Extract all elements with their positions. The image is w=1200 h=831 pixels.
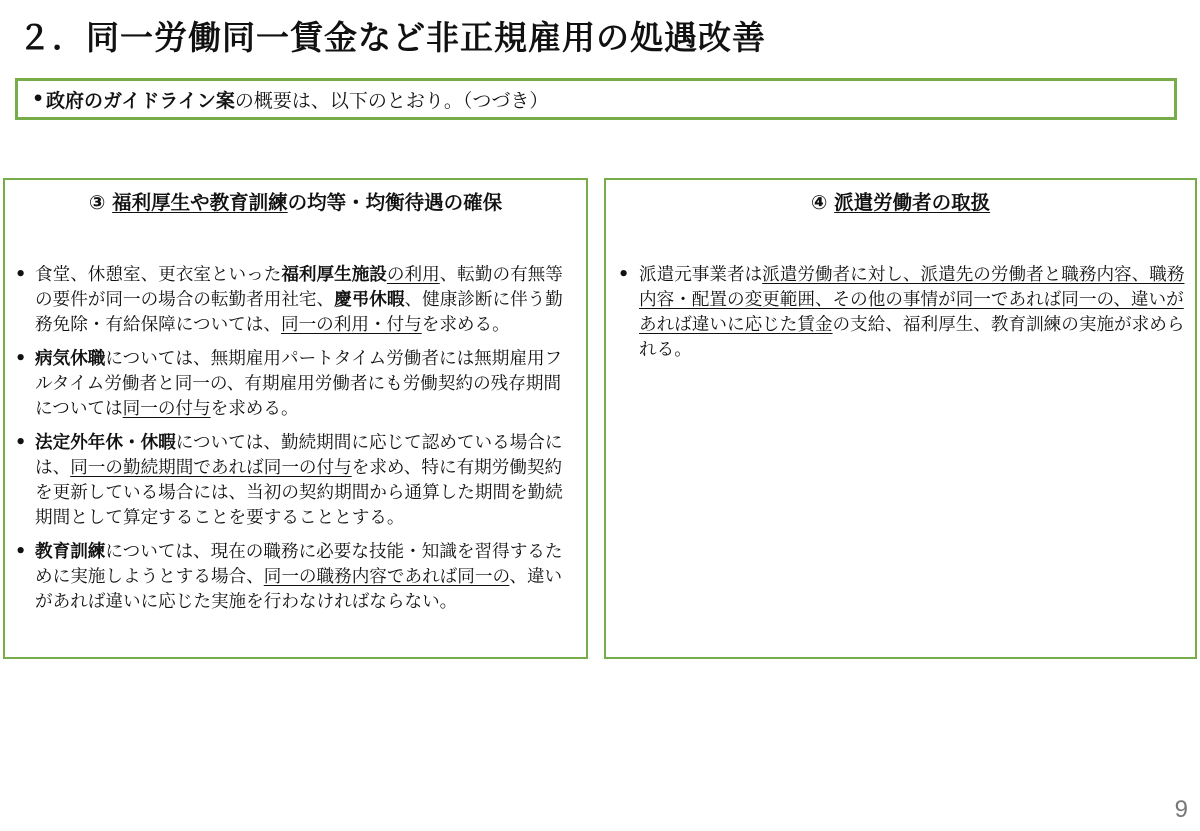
list-item (13, 540, 578, 615)
dispatch-list (606, 263, 1195, 363)
heading-rest: の均等・均衡待遇の確保 (287, 191, 503, 214)
summary-text (46, 86, 548, 113)
item-text: については、無期雇用パートタイム労働者には無期雇用フルタイム労働者と同一の、有期雇用労働者にも労働契約の残存期間については (35, 349, 563, 419)
heading-underlined: 福利厚生や教育訓練 (112, 191, 288, 214)
summary-box (15, 78, 1177, 120)
summary-bold: 政府のガイドライン案 (46, 89, 235, 112)
item-text: 、健康診断に伴う勤務免除・有給保障については、 (35, 290, 563, 335)
item-text: を求める。 (210, 399, 299, 419)
heading-number: ③ (88, 191, 113, 214)
item-bold: 病気休職 (35, 349, 106, 369)
item-underlined: 派遣労働者に対し、派遣先の労働者と職務内容、職務内容・配置の変更範囲、その他の事情が同一であれば同一の、違いがあれば違いに応じた賃金 (639, 265, 1185, 335)
item-text: については、現在の職務に必要な技能・知識を習得するために実施しようとする場合、 (35, 542, 563, 587)
item-text: 、転勤の有無等の要件が同一の場合の転勤者用社宅、 (35, 265, 563, 310)
item-bold: 教育訓練 (35, 542, 106, 562)
page-number: 9 (1174, 796, 1188, 823)
item-text: 食堂、休憩室、更衣室といった (35, 265, 282, 285)
item-underlined: の利用 (386, 265, 440, 285)
item-text: の支給、福利厚生、教育訓練の実施が求められる。 (639, 315, 1185, 360)
welfare-training-panel (3, 178, 588, 659)
list-item (616, 263, 1185, 363)
heading-underlined: 派遣労働者の取扱 (834, 191, 991, 214)
item-text: 派遣元事業者は (639, 265, 763, 285)
item-underlined: 同一の付与 (122, 399, 211, 419)
panel-heading (5, 187, 586, 215)
item-bold: 慶弔休暇 (334, 290, 405, 310)
item-bold: 福利厚生施設 (281, 265, 387, 285)
item-underlined: 同一の勤続期間であれば同一の付与 (70, 458, 352, 478)
item-underlined: 同一の職務内容であれば同一の (263, 567, 510, 587)
item-bold: 法定外年休・休暇 (35, 433, 176, 453)
welfare-list (5, 263, 586, 615)
list-item (13, 347, 578, 422)
list-item (13, 263, 578, 338)
item-text: を求める。 (421, 315, 510, 335)
dispatch-workers-panel (604, 178, 1197, 659)
list-item (13, 431, 578, 531)
item-text: 、違いがあれば違いに応じた実施を行わなければならない。 (35, 567, 563, 612)
heading-number: ④ (810, 191, 835, 214)
panel-heading (606, 187, 1195, 215)
page-title: ２．同一労働同一賃金など非正規雇用の処遇改善 (18, 18, 766, 57)
summary-rest: の概要は、以下のとおり。（つづき） (234, 89, 549, 112)
item-underlined: 同一の利用・付与 (280, 315, 422, 335)
item-text: を求め、特に有期労働契約を更新している場合には、当初の契約期間から通算した期間を勤続期間として算定することを要することとする。 (35, 458, 563, 528)
bullet-icon: • (32, 88, 45, 110)
item-text: については、勤続期間に応じて認めている場合には、 (35, 433, 563, 478)
